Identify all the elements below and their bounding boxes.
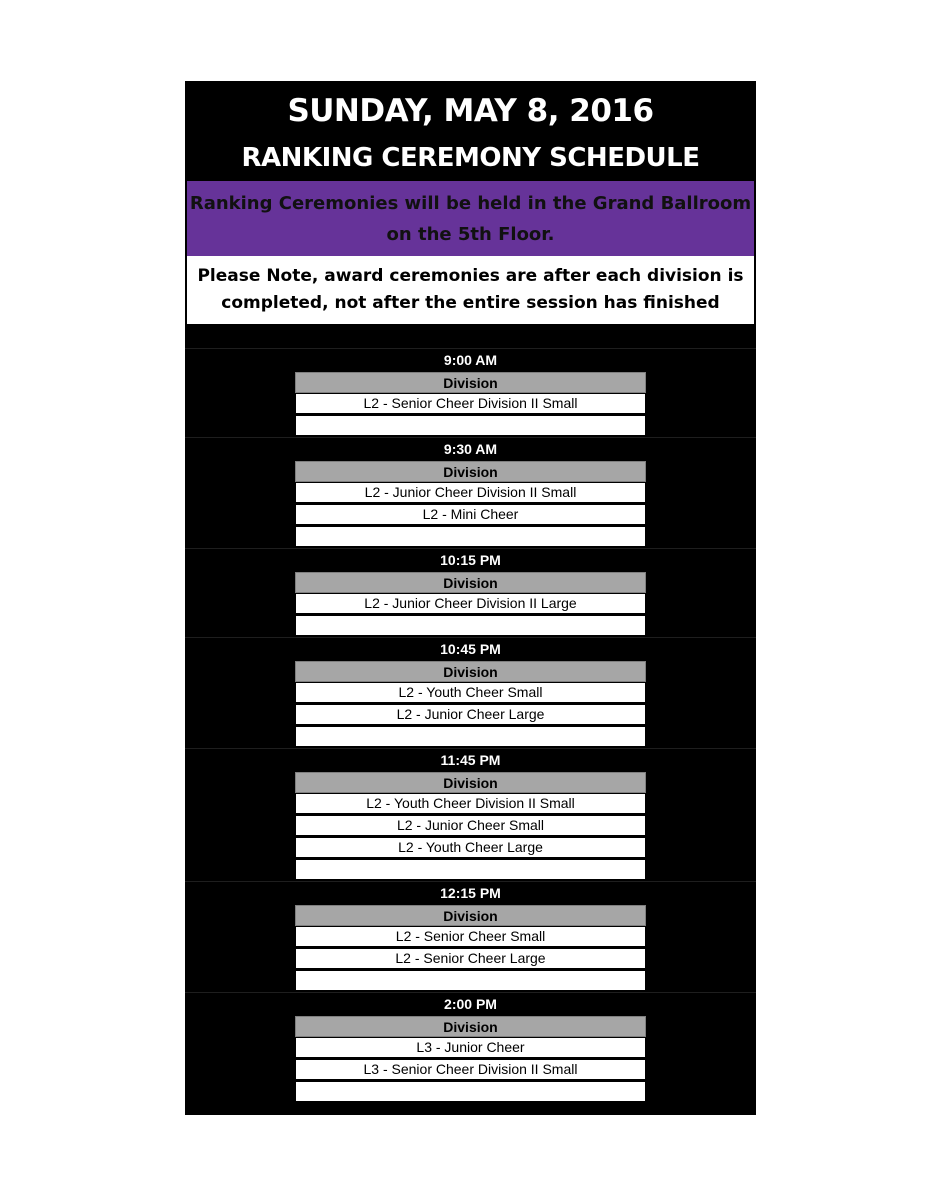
session-time: 10:15 PM [440,552,501,568]
division-header: Division [295,1016,646,1037]
division-row-empty [295,615,646,636]
page-title-schedule: RANKING CEREMONY SCHEDULE [241,143,700,173]
session-separator [185,748,756,749]
division-row: L2 - Junior Cheer Division II Large [295,593,646,614]
division-row: L2 - Youth Cheer Small [295,682,646,703]
division-header: Division [295,905,646,926]
division-row-empty [295,1081,646,1102]
session-separator [185,348,756,349]
division-row: L2 - Mini Cheer [295,504,646,525]
division-row-empty [295,415,646,436]
session-time: 9:30 AM [443,441,498,457]
division-row: L3 - Senior Cheer Division II Small [295,1059,646,1080]
division-row: L2 - Youth Cheer Large [295,837,646,858]
session-separator [185,881,756,882]
schedule-poster [185,81,756,1115]
division-row: L2 - Junior Cheer Small [295,815,646,836]
session-separator [185,548,756,549]
division-header: Division [295,461,646,482]
division-row: L2 - Senior Cheer Large [295,948,646,969]
division-row-empty [295,726,646,747]
session-time: 11:45 PM [440,752,501,768]
session-time: 10:45 PM [440,641,501,657]
venue-banner [187,181,754,256]
division-row: L2 - Senior Cheer Division II Small [295,393,646,414]
note-banner [187,256,754,324]
session-separator [185,992,756,993]
division-header: Division [295,572,646,593]
division-row: L2 - Junior Cheer Large [295,704,646,725]
division-header: Division [295,772,646,793]
session-time: 2:00 PM [444,996,497,1012]
venue-line-1: Ranking Ceremonies will be held in the Grand Ballroom [189,192,752,214]
division-row-empty [295,970,646,991]
division-row: L2 - Senior Cheer Small [295,926,646,947]
division-header: Division [295,661,646,682]
division-row: L2 - Junior Cheer Division II Small [295,482,646,503]
division-row: L3 - Junior Cheer [295,1037,646,1058]
division-header: Division [295,372,646,393]
venue-line-2: on the 5th Floor. [386,223,555,245]
division-row-empty [295,859,646,880]
session-time: 9:00 AM [443,352,498,368]
division-row-empty [295,526,646,547]
session-separator [185,437,756,438]
session-separator [185,637,756,638]
page-title-date: SUNDAY, MAY 8, 2016 [287,93,654,129]
note-line-1: Please Note, award ceremonies are after each division is [197,266,744,286]
session-time: 12:15 PM [440,885,501,901]
note-line-2: completed, not after the entire session has finished [221,293,720,313]
division-row: L2 - Youth Cheer Division II Small [295,793,646,814]
